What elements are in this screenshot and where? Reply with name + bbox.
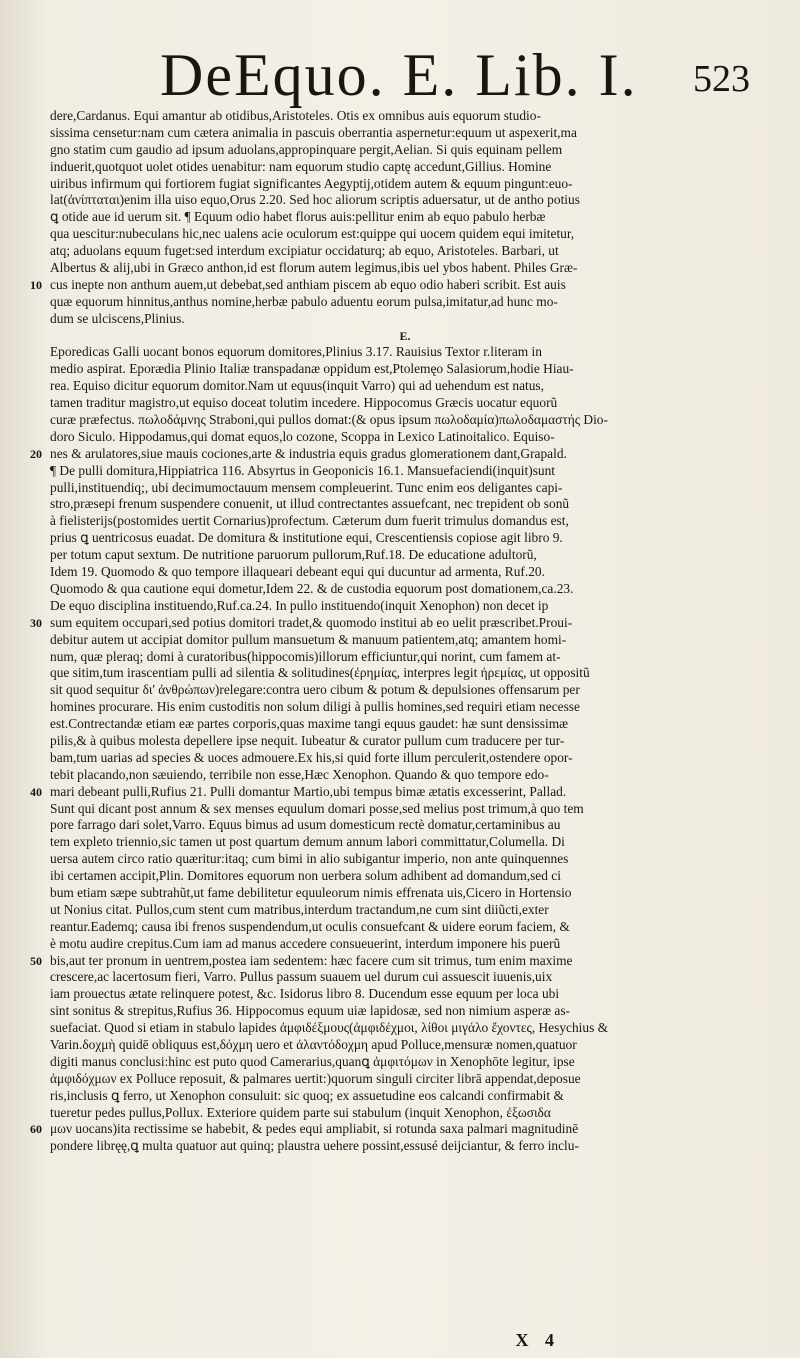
text-line: sum equitem occupari,sed potius domitori tradet,& quomodo institui ab eo uelit præscribet.Proui- 30 [50,615,760,632]
text-line: E. [399,328,411,343]
text-line: doro Siculo. Hippodamus,qui domat equos,lo cozone, Scoppa in Lexico Latinoitalico. Equiso- [50,428,555,444]
text-line: curæ præfectus. πωλοδάμνης Straboni,qui pullos domat:(& opus ipsum πωλοδαμία)πωλοδαμαστής Dio- [50,412,608,428]
text-line: dere,Cardanus. Equi amantur ab otidibus,Aristoteles. Otis ex omnibus auis equorum studio- [50,108,541,123]
text-line: ꝗ otide aue id uerum sit. ¶ Equum odio habet florus auis:pellitur enim ab equo pabulo herbæ [50,209,546,225]
text-line: tem expleto triennio,sic tamen ut post quartum demum annum labori committatur,Columella. Di [50,834,565,850]
text-line: uersa autem circo ratio quæritur:itaq; cum bimi in alio subigantur imperio, non ante quinquennes [50,851,569,867]
margin-line-number: 30 [30,615,42,630]
text-line: sint sonitus & strepitus,Rufius 36. Hippocomus equum uiæ lapidosæ, sed non nimium asperæ as- [50,1003,570,1019]
text-line: cus inepte non anthum auem,ut debebat,sed anthiam piscem ab equo odio haberi scribit. Est auis 10 [50,277,760,294]
text-line: nes & arulatores,siue mauis cociones,arte & industria equis gradus glomerationem dant,Grapald. 20 [50,446,760,463]
text-line: ut Nonius citat. Pullos,cum stent cum matribus,interdum tractandum,ne cum sint diiũcti,exter [50,901,549,917]
text-line: stro,præsepi frenum suspendere conuenit, ut illud contrectantes assuefcant, nec trepident ob sonũ [50,496,570,512]
text-line: è motu audire crepitus.Cum iam ad manus accedere consueuerint, interdum imponere his puerũ [50,935,561,951]
text-line: rea. Equiso dicitur equorum domitor.Nam ut equus(inquit Varro) qui ad uehendum est natus, [50,378,544,394]
text-line: debitur autem ut accipiat domitor pullum mansuetum & manuum patientem,atq; amantem homi- [50,631,567,647]
text-line: iam prouectus ætate relinquere potest, &c. Isidorus libro 8. Ducendum esse equum per loca ubi [50,986,560,1002]
text-line: induerit,quotquot uolet otides uenabitur: nam equorum studio captę accedunt,Gillius. Homine [50,158,552,174]
page-header [160,40,750,110]
page-number: 523 [693,58,750,100]
margin-line-number: 20 [30,446,42,461]
text-line: De equo disciplina instituendo,Ruf.ca.24. In pullo instituendo(inquit Xenophon) non decet ip [50,597,549,613]
text-line: sissima censetur:nam cum cætera animalia in pascuis oberrantia aspernetur:equum ut aspexerit,ma [50,124,577,140]
text-line: dum se ulciscens,Plinius. [50,310,185,326]
text-line: ¶ De pulli domitura,Hippiatrica 116. Absyrtus in Geoponicis 16.1. Mansuefaciendi(inquit)sunt [50,462,556,478]
text-line: prius ꝗ uentricosus euadat. De domitura & institutione equi, Crescentiensis copiose agit libro 9. [50,530,563,546]
text-line: Eporedicas Galli uocant bonos equorum domitores,Plinius 3.17. Rauisius Textor r.literam in [50,344,542,360]
text-line: à fielisterijs(postomides uertit Cornarius)profectum. Cæterum dum fuerit trimulus domandus est, [50,513,569,529]
text-line: bam,tum uarias ad species & uoces admouere.Ex his,si quid forte illum perculerit,ostendere opor- [50,749,573,765]
text-line: ibi certamen accipit,Plin. Domitores equorum non uerbera solum adhibent ad domandum,sed ci [50,868,561,884]
text-line: homines procurare. His enim custoditis non solum diligi à pullis homines,sed requiri etiam necesse [50,699,580,715]
text-line: suefaciat. Quod si etiam in stabulo lapides ἀμφιδέξμους(ἀμφιδέχμοι, λίθοι μιγάλο ἔχοντες, Hesychius & [50,1020,609,1036]
margin-line-number: 40 [30,784,42,799]
text-line: quæ equorum hinnitus,anthus nomine,herbæ pabulo aduentu eorum pulsa,imitatur,ad hunc mo- [50,293,558,309]
text-line: uiribus infirmum qui fortiorem fugiat significantes Aegyptij,otidem autem & equum pingunt:euo- [50,175,573,191]
text-line: crescere,ac lacertosum fieri, Varro. Pullus passum suauem uel durum cui assuescit iuuenis,uix [50,969,553,985]
text-line: Sunt qui dicant post annum & sex menses equulum domari posse,sed melius post trimum,à quo tem [50,800,584,816]
text-line: digiti manus conclusi:hinc est puto quod Camerarius,quanꝗ ἀμφιτόμων in Xenophōte legitur, ipse [50,1053,575,1069]
body-text [30,108,760,1155]
text-line: Varin.δοχμὴ quidē obliquus est,δόχμη uero et ἀλαντόδοχμη apud Polluce,mensuræ nomen,quatuor [50,1036,577,1052]
text-line: bis,aut ter pronum in uentrem,postea iam sedentem: hæc facere cum sit trimus, tum enim maxime 50 [50,953,760,970]
text-line: medio aspirat. Eporædia Plinio Italiæ transpadanæ oppidum est,Ptolemęo Salasiorum,hodie Hiau- [50,361,574,377]
text-line: est.Contrectandæ etiam eæ partes corporis,quas maxime tangi equus gaudet: hæ sunt densissimæ [50,716,569,732]
margin-line-number: 50 [30,953,42,968]
text-line: qua uescitur:nubeculans hic,nec ualens acie oculorum est:quippe qui uocem quidem equi imitetur, [50,226,575,242]
running-title: DeEquo. E. Lib. I. [160,42,638,108]
margin-line-number: 10 [30,277,42,292]
margin-line-number: 60 [30,1122,42,1137]
text-line: bum etiam sæpe subtrahũt,ut fame debilitetur equuleorum nimis effrenata uis,Cicero in Hortensio [50,884,572,900]
text-line: sit quod sequitur δι' ἀνθρώπων)relegare:contra uero cibum & potum & depulsiones offensarum per [50,682,580,698]
text-line: reantur.Eademq; causa ibi frenos suspendendum,ut oculis consuefcant & uidere eorum faciem, & [50,918,570,934]
text-line: Idem 19. Quomodo & quo tempore illaqueari debeant equi qui ducuntur ad armenta, Ruf.20. [50,564,545,580]
text-line: pulli,instituendiq;, ubi decimumoctauum mensem compleuerint. Tunc enim eos deligantes capi- [50,479,563,495]
text-line: que sitim,tum irascentiam pulli ad silentia & solitudines(ἐρημίας, interpres legit ἠρεμίας, ut oppositũ [50,665,590,681]
text-line: tebit placando,non sæuiendo, terribile non esse,Hæc Xenophon. Quando & quo tempore edo- [50,766,549,782]
text-line: tueretur pedes pullus,Pollux. Exteriore quidem parte sui stabulum (inquit Xenophon, ἐξωσιδα [50,1104,551,1120]
text-line: ris,inclusis ꝗ ferro, ut Xenophon consuluit: sic quoq; ex assuetudine eos calcandi confirmabit & [50,1087,564,1103]
text-line: per totum caput sextum. De nutritione paruorum pullorum,Ruf.18. De educatione adultorũ, [50,547,537,563]
text-line: gno statim cum gaudio ad ipsum aduolans,appropinquare pergit,Aelian. Si quis equinam pellem [50,141,563,157]
text-line: tamen traditur magistro,ut equiso doceat tolutim incedere. Hippocomus Græcis uocatur equorũ [50,395,558,411]
text-line: pore farrago dari solet,Varro. Equus bimus ad usum domesticum rectè domatur,certaminibus au [50,817,561,833]
text-line: pilis,& à quibus molesta depellere ipse nequit. Iubeatur & curator pullum cum traducere per tur- [50,732,565,748]
text-line: lat(ἀνίπταται)enim illa uiso equo,Orus 2.20. Sed hoc aliorum scriptis aduersatur, ut de antho potius [50,192,580,208]
text-line: Quomodo & qua cautione equi dometur,Idem 22. & de custodia equorum post domationem,ca.23. [50,580,574,596]
signature-mark: X 4 [515,1330,560,1350]
text-line: atq; aduolans equum fuget:sed interdum excipiatur occidaturq; ab equo, Aristoteles. Barbari, ut [50,243,559,259]
text-line: pondere libręę,ꝗ multa quatuor aut quinq; plaustra uehere possint,essusé deijciantur, & ferro inclu- [50,1138,579,1154]
text-line: Albertus & alij,ubi in Græco anthon,id est florum autem legimus,ibis uel ybos habent. Philes Græ- [50,260,578,276]
text-line: num, quæ pleraq; domi à curatoribus(hippocomis)illorum efficiuntur,qui norint, cum famem at- [50,648,561,664]
text-line: ἀμφιδόχμων ex Polluce reposuit, & palmares uertit:)quorum singuli circiter librā appendat,deposue [50,1070,581,1086]
text-line: μων uocans)ita rectissime se habebit, & pedes equi ampliabit, si rotunda saxa palmari magnitudinē 60 [50,1121,760,1138]
text-line: mari debeant pulli,Rufius 21. Pulli domantur Martio,ubi tempus bimæ ætatis excesserint, Pallad. 40 [50,784,760,801]
